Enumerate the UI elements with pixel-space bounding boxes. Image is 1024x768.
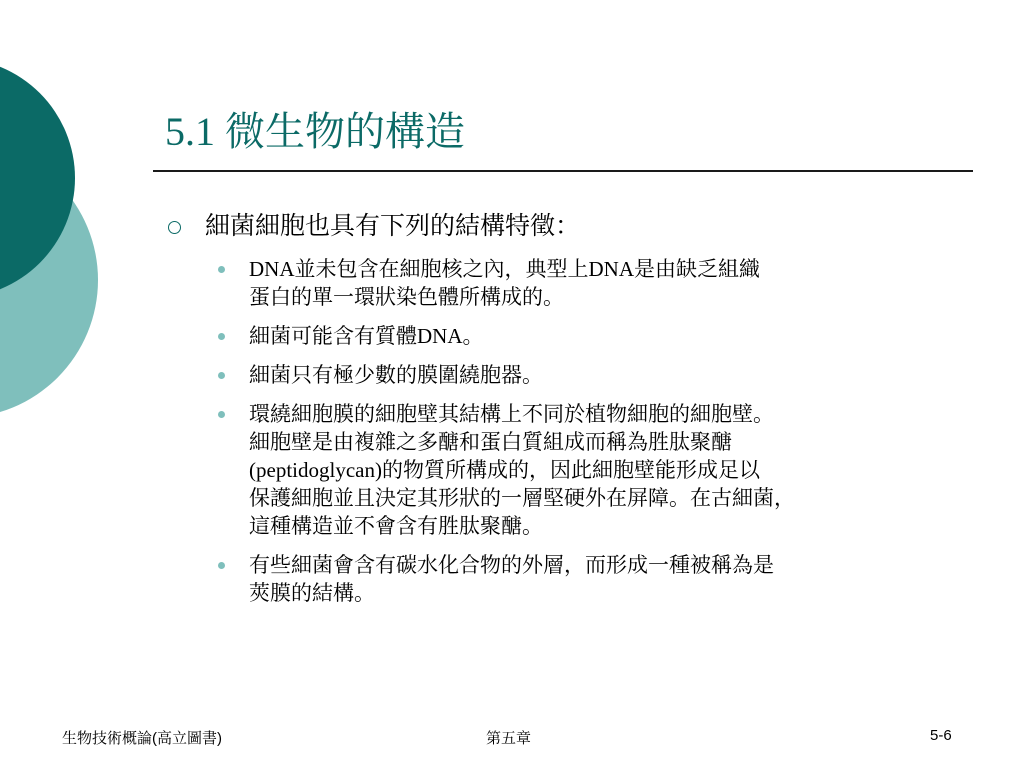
bullet-dot-icon xyxy=(218,562,225,569)
bullet-dot-icon xyxy=(218,411,225,418)
list-item-text: DNA並未包含在細胞核之內，典型上DNA是由缺乏組織 蛋白的單一環狀染色體所構成的。 xyxy=(249,257,760,309)
footer-chapter: 第五章 xyxy=(486,730,532,747)
footer-source: 生物技術概論(高立圖書) xyxy=(62,730,222,747)
bullet-dot-icon xyxy=(218,333,225,340)
list-item-text: 有些細菌會含有碳水化合物的外層，而形成一種被稱為是 莢膜的結構。 xyxy=(249,553,774,605)
list-item-text: 細菌可能含有質體DNA。 xyxy=(249,324,484,348)
list-item-text: 環繞細胞膜的細胞壁其結構上不同於植物細胞的細胞壁。 細胞壁是由複雜之多醣和蛋白質組成而稱為胜肽聚醣 (peptidoglycan)的物質所構成的，因此細胞壁能形成足以 保護細胞並且決定其形狀的一層堅硬外在屏障。在古細菌， 這種構造並不會含有胜肽聚醣。 xyxy=(249,402,795,538)
bullet-list xyxy=(218,255,978,618)
footer-page-number: 5-6 xyxy=(930,727,952,744)
list-item-text: 細菌只有極少數的膜圍繞胞器。 xyxy=(249,363,543,387)
hollow-circle-bullet-icon xyxy=(168,221,181,234)
list-item xyxy=(218,255,978,311)
bullet-dot-icon xyxy=(218,372,225,379)
bullet-dot-icon xyxy=(218,266,225,273)
slide-title: 5.1 微生物的構造 xyxy=(165,109,465,154)
list-item xyxy=(218,400,978,540)
list-item xyxy=(218,361,978,389)
lead-text: 細菌細胞也具有下列的結構特徵： xyxy=(205,213,581,240)
decorative-circles xyxy=(0,0,120,420)
title-divider xyxy=(153,170,973,172)
list-item xyxy=(218,551,978,607)
list-item xyxy=(218,322,978,350)
